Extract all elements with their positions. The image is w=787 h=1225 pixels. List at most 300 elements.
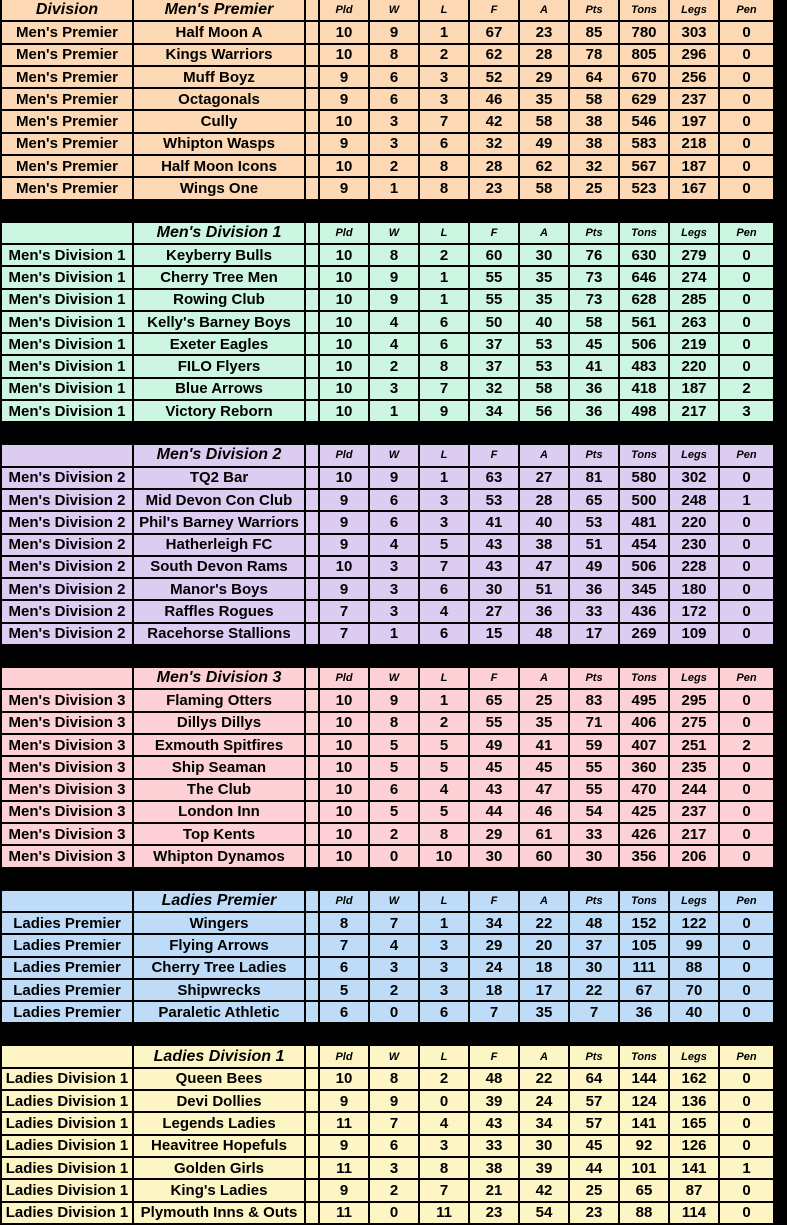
stat-pld: 9 [320,89,370,111]
stat-w: 9 [370,1091,420,1113]
team-name: King's Ladies [134,1180,306,1202]
stat-tons: 646 [620,267,670,289]
spacer-cell [306,601,320,623]
stat-l: 6 [420,312,470,334]
stat-a: 35 [520,89,570,111]
division-cell: Men's Division 2 [0,624,134,646]
division-cell: Men's Division 1 [0,401,134,423]
stat-w: 6 [370,67,420,89]
column-header-a: A [520,1046,570,1068]
stat-a: 58 [520,178,570,200]
team-name: Whipton Dynamos [134,846,306,868]
division-column-header [0,445,134,467]
stat-legs: 187 [670,379,720,401]
stat-legs: 40 [670,1002,720,1024]
column-header-w: W [370,668,420,690]
team-name: Legends Ladies [134,1113,306,1135]
stat-w: 7 [370,913,420,935]
stat-l: 1 [420,690,470,712]
stat-w: 9 [370,468,420,490]
column-header-w: W [370,891,420,913]
stat-tons: 426 [620,824,670,846]
stat-pen: 0 [720,1180,775,1202]
stat-legs: 279 [670,245,720,267]
stat-w: 6 [370,89,420,111]
division-cell: Men's Premier [0,67,134,89]
stat-tons: 580 [620,468,670,490]
division-column-header [0,891,134,913]
stat-f: 43 [470,1113,520,1135]
team-name: Golden Girls [134,1158,306,1180]
stat-pen: 0 [720,45,775,67]
stat-legs: 230 [670,535,720,557]
stat-tons: 144 [620,1069,670,1091]
stat-a: 34 [520,1113,570,1135]
table-row [0,111,787,133]
stat-f: 50 [470,312,520,334]
stat-pld: 11 [320,1113,370,1135]
stat-w: 3 [370,601,420,623]
stat-a: 54 [520,1203,570,1225]
division-cell: Ladies Premier [0,935,134,957]
stat-tons: 500 [620,490,670,512]
spacer-cell [306,512,320,534]
table-row [0,134,787,156]
table-row [0,512,787,534]
stat-legs: 219 [670,334,720,356]
stat-a: 30 [520,245,570,267]
stat-w: 2 [370,356,420,378]
spacer-cell [306,713,320,735]
stat-pts: 36 [570,579,620,601]
stat-f: 55 [470,290,520,312]
stat-f: 52 [470,67,520,89]
stat-w: 5 [370,802,420,824]
stat-pts: 58 [570,312,620,334]
table-row [0,1136,787,1158]
stat-tons: 407 [620,735,670,757]
team-name: Hatherleigh FC [134,535,306,557]
table-row [0,824,787,846]
stat-pld: 10 [320,334,370,356]
spacer-cell [306,401,320,423]
section-header [0,668,787,690]
stat-tons: 345 [620,579,670,601]
team-name: Raffles Rogues [134,601,306,623]
team-name: TQ2 Bar [134,468,306,490]
stat-legs: 295 [670,690,720,712]
stat-l: 5 [420,735,470,757]
stat-l: 5 [420,802,470,824]
stat-w: 9 [370,267,420,289]
spacer-cell [306,846,320,868]
stat-f: 23 [470,1203,520,1225]
stat-pts: 65 [570,490,620,512]
stat-tons: 269 [620,624,670,646]
column-header-tons: Tons [620,0,670,22]
stat-legs: 99 [670,935,720,957]
stat-pts: 41 [570,356,620,378]
column-header-pen: Pen [720,445,775,467]
stat-w: 0 [370,1002,420,1024]
stat-pen: 0 [720,913,775,935]
column-header-f: F [470,891,520,913]
column-header-tons: Tons [620,668,670,690]
stat-pen: 1 [720,1158,775,1180]
stat-pen: 0 [720,846,775,868]
column-header-pld: Pld [320,891,370,913]
stat-tons: 498 [620,401,670,423]
stat-f: 62 [470,45,520,67]
stat-f: 42 [470,111,520,133]
spacer-cell [306,891,320,913]
column-header-w: W [370,0,420,22]
stat-pld: 9 [320,1136,370,1158]
stat-pld: 11 [320,1158,370,1180]
section-title: Ladies Division 1 [134,1046,306,1068]
division-cell: Ladies Division 1 [0,1069,134,1091]
stat-legs: 220 [670,356,720,378]
spacer-cell [306,1046,320,1068]
stat-pld: 10 [320,312,370,334]
stat-f: 37 [470,356,520,378]
stat-l: 2 [420,1069,470,1091]
stat-a: 35 [520,267,570,289]
stat-l: 3 [420,512,470,534]
stat-pen: 0 [720,267,775,289]
spacer-cell [306,45,320,67]
division-cell: Men's Division 2 [0,535,134,557]
stat-pld: 6 [320,1002,370,1024]
stat-l: 1 [420,913,470,935]
stat-f: 34 [470,401,520,423]
team-name: Mid Devon Con Club [134,490,306,512]
stat-pld: 10 [320,780,370,802]
section-title: Men's Division 3 [134,668,306,690]
table-row [0,1113,787,1135]
stat-pen: 0 [720,1136,775,1158]
stat-l: 7 [420,557,470,579]
stat-a: 18 [520,958,570,980]
team-name: Cully [134,111,306,133]
stat-l: 1 [420,290,470,312]
stat-pld: 10 [320,156,370,178]
stat-f: 41 [470,512,520,534]
stat-pts: 73 [570,290,620,312]
stat-tons: 360 [620,757,670,779]
stat-f: 21 [470,1180,520,1202]
table-row [0,89,787,111]
division-cell: Men's Premier [0,89,134,111]
stat-pen: 0 [720,89,775,111]
stat-pld: 10 [320,379,370,401]
stat-l: 8 [420,1158,470,1180]
table-row [0,980,787,1002]
stat-f: 18 [470,980,520,1002]
stat-w: 2 [370,156,420,178]
stat-tons: 628 [620,290,670,312]
stat-l: 3 [420,89,470,111]
spacer-cell [306,1158,320,1180]
stat-a: 22 [520,1069,570,1091]
stat-f: 53 [470,490,520,512]
column-header-pen: Pen [720,1046,775,1068]
table-row [0,1203,787,1225]
spacer-cell [306,223,320,245]
stat-pen: 0 [720,178,775,200]
column-header-legs: Legs [670,668,720,690]
column-header-l: L [420,223,470,245]
spacer-cell [306,579,320,601]
table-row [0,356,787,378]
section-divider [0,646,787,668]
division-cell: Men's Division 2 [0,601,134,623]
table-row [0,935,787,957]
column-header-l: L [420,0,470,22]
column-header-tons: Tons [620,1046,670,1068]
division-cell: Ladies Premier [0,958,134,980]
stat-pen: 0 [720,134,775,156]
team-name: Devi Dollies [134,1091,306,1113]
stat-pen: 0 [720,356,775,378]
division-cell: Men's Division 2 [0,557,134,579]
stat-l: 3 [420,1136,470,1158]
stat-w: 4 [370,535,420,557]
team-name: Phil's Barney Warriors [134,512,306,534]
spacer-cell [306,290,320,312]
stat-a: 23 [520,22,570,44]
stat-tons: 152 [620,913,670,935]
stat-pld: 9 [320,1091,370,1113]
table-row [0,312,787,334]
stat-w: 5 [370,757,420,779]
stat-pld: 9 [320,178,370,200]
stat-pts: 30 [570,958,620,980]
stat-a: 48 [520,624,570,646]
stat-pen: 0 [720,111,775,133]
division-cell: Men's Division 1 [0,334,134,356]
stat-pen: 0 [720,245,775,267]
team-name: Keyberry Bulls [134,245,306,267]
division-cell: Men's Division 3 [0,713,134,735]
column-header-pld: Pld [320,668,370,690]
section-header [0,1046,787,1068]
stat-pen: 0 [720,535,775,557]
spacer-cell [306,757,320,779]
stat-pld: 10 [320,1069,370,1091]
stat-f: 43 [470,535,520,557]
stat-pen: 0 [720,980,775,1002]
stat-legs: 237 [670,89,720,111]
stat-pld: 10 [320,713,370,735]
stat-pts: 23 [570,1203,620,1225]
table-row [0,379,787,401]
column-header-a: A [520,223,570,245]
stat-a: 27 [520,468,570,490]
spacer-cell [306,1203,320,1225]
table-row [0,1158,787,1180]
spacer-cell [306,1069,320,1091]
stat-legs: 87 [670,1180,720,1202]
section-title: Men's Premier [134,0,306,22]
division-column-header [0,223,134,245]
stat-pts: 30 [570,846,620,868]
stat-f: 63 [470,468,520,490]
stat-tons: 780 [620,22,670,44]
stat-legs: 244 [670,780,720,802]
stat-pld: 9 [320,535,370,557]
column-header-legs: Legs [670,223,720,245]
stat-legs: 172 [670,601,720,623]
table-row [0,156,787,178]
table-row [0,45,787,67]
column-header-pen: Pen [720,668,775,690]
stat-pts: 55 [570,757,620,779]
team-name: Queen Bees [134,1069,306,1091]
table-row [0,334,787,356]
spacer-cell [306,156,320,178]
stat-pld: 10 [320,290,370,312]
table-row [0,713,787,735]
stat-pts: 49 [570,557,620,579]
section-title: Men's Division 1 [134,223,306,245]
stat-l: 6 [420,334,470,356]
column-header-f: F [470,1046,520,1068]
stat-a: 61 [520,824,570,846]
stat-l: 7 [420,1180,470,1202]
division-column-header: Division [0,0,134,22]
division-cell: Men's Premier [0,156,134,178]
division-cell: Men's Division 1 [0,356,134,378]
stat-w: 4 [370,334,420,356]
stat-pen: 0 [720,312,775,334]
stat-l: 6 [420,1002,470,1024]
stat-tons: 111 [620,958,670,980]
stat-pts: 33 [570,824,620,846]
section-header [0,0,787,22]
spacer-cell [306,312,320,334]
spacer-cell [306,22,320,44]
column-header-tons: Tons [620,223,670,245]
stat-pen: 0 [720,22,775,44]
division-cell: Ladies Division 1 [0,1203,134,1225]
stat-w: 8 [370,713,420,735]
stat-pts: 81 [570,468,620,490]
column-header-f: F [470,445,520,467]
stat-tons: 92 [620,1136,670,1158]
spacer-cell [306,1091,320,1113]
table-row [0,401,787,423]
stat-pen: 0 [720,780,775,802]
stat-w: 6 [370,780,420,802]
stat-pts: 76 [570,245,620,267]
spacer-cell [306,980,320,1002]
stat-pen: 0 [720,334,775,356]
stat-pts: 45 [570,1136,620,1158]
stat-legs: 218 [670,134,720,156]
stat-w: 1 [370,401,420,423]
stat-pts: 73 [570,267,620,289]
division-cell: Men's Division 1 [0,290,134,312]
team-name: Cherry Tree Men [134,267,306,289]
stat-pen: 0 [720,579,775,601]
stat-a: 42 [520,1180,570,1202]
division-column-header [0,668,134,690]
section-3 [0,668,787,869]
spacer-cell [306,245,320,267]
stat-legs: 275 [670,713,720,735]
column-header-a: A [520,445,570,467]
section-divider [0,869,787,891]
table-row [0,802,787,824]
stat-pts: 32 [570,156,620,178]
stat-pld: 10 [320,22,370,44]
stat-l: 4 [420,601,470,623]
section-header [0,891,787,913]
column-header-l: L [420,445,470,467]
column-header-legs: Legs [670,1046,720,1068]
section-header [0,445,787,467]
table-row [0,290,787,312]
stat-tons: 36 [620,1002,670,1024]
stat-l: 2 [420,245,470,267]
division-cell: Men's Division 3 [0,690,134,712]
stat-w: 4 [370,312,420,334]
team-name: Muff Boyz [134,67,306,89]
stat-legs: 167 [670,178,720,200]
stat-pts: 85 [570,22,620,44]
stat-f: 28 [470,156,520,178]
stat-a: 45 [520,757,570,779]
stat-w: 4 [370,935,420,957]
stat-legs: 256 [670,67,720,89]
stat-l: 1 [420,22,470,44]
team-name: South Devon Rams [134,557,306,579]
spacer-cell [306,668,320,690]
stat-legs: 220 [670,512,720,534]
stat-tons: 101 [620,1158,670,1180]
column-header-pen: Pen [720,891,775,913]
stat-a: 25 [520,690,570,712]
spacer-cell [306,334,320,356]
column-header-l: L [420,891,470,913]
table-row [0,1069,787,1091]
stat-a: 40 [520,512,570,534]
spacer-cell [306,913,320,935]
stat-pts: 58 [570,89,620,111]
section-1 [0,223,787,424]
stat-a: 39 [520,1158,570,1180]
team-name: Dillys Dillys [134,713,306,735]
division-cell: Men's Premier [0,22,134,44]
stat-f: 29 [470,935,520,957]
stat-l: 3 [420,67,470,89]
table-row [0,178,787,200]
division-cell: Men's Division 1 [0,312,134,334]
team-name: Kings Warriors [134,45,306,67]
stat-legs: 206 [670,846,720,868]
stat-w: 0 [370,1203,420,1225]
stat-pld: 10 [320,757,370,779]
spacer-cell [306,802,320,824]
table-row [0,1091,787,1113]
stat-pld: 7 [320,601,370,623]
spacer-cell [306,535,320,557]
stat-f: 67 [470,22,520,44]
division-cell: Men's Premier [0,178,134,200]
stat-tons: 546 [620,111,670,133]
stat-a: 41 [520,735,570,757]
